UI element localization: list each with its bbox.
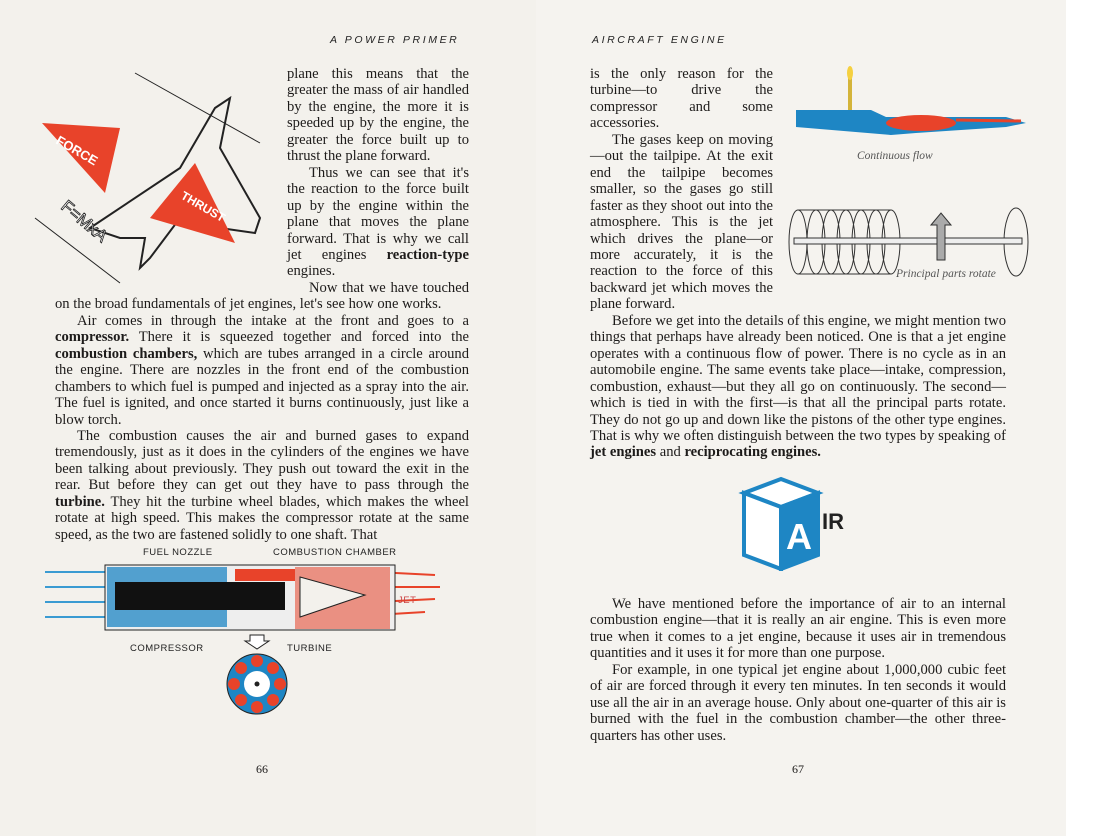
- principal-parts-caption: Principal parts rotate: [896, 268, 996, 280]
- fuel-nozzle-label: FUEL NOZZLE: [143, 547, 213, 559]
- bold-term: reciprocating engines.: [684, 444, 821, 461]
- combustion-chamber-label: COMBUSTION CHAMBER: [273, 547, 397, 559]
- paragraph: [590, 662, 1006, 744]
- text-run: We have mentioned before the importance of air to an internal combustion engine—that it is really an air engine. This is even more true when it comes to a jet engine, because it uses air in tremendous quantities and it uses it for more than one purpose.: [590, 595, 1006, 662]
- jet-engine-diagram-block: [55, 543, 469, 718]
- text-run: Thus we can see that it's the reaction to the force built up by the engine within the plane that moves the plane forward. That is why we call jet engines: [287, 164, 469, 263]
- text-run: Now that we have touched on the broad fundamentals of jet engines, let's see how one works.: [55, 279, 469, 313]
- text-run: which are tubes arranged in a circle around the engine. There are nozzles in the front end of the combustion chambers to which fuel is pumped and injected as a spray into the air. The fuel is ignited, and once started it burns continuously, just like a blow torch.: [55, 345, 470, 428]
- page-number: 67: [792, 762, 804, 776]
- paragraph: [55, 428, 469, 543]
- text-run: engines.: [287, 263, 336, 280]
- text-run: plane this means that the greater the mass of air handled by the engine, the more it is speeded up by the engine, the greater the force built up to thrust the plane forward.: [287, 66, 469, 165]
- jet-engine-diagram: [45, 557, 445, 717]
- turbine-label: TURBINE: [287, 643, 333, 655]
- text-run: They hit the turbine wheel blades, which makes the wheel rotate at high speed. This makes the compressor rotate at the same speed, as the two are fastened solidly to one shaft. That: [55, 493, 469, 543]
- bold-term: combustion chambers,: [55, 345, 198, 362]
- running-head: A POWER PRIMER: [330, 34, 460, 46]
- text-run: Air comes in through the intake at the front and goes to a: [77, 312, 469, 329]
- text-run: The combustion causes the air and burned gases to expand tremendously, just as it does in the cylinders of the engines we have been talking about previously. They push out toward the exit in the rear. But before they can get out they have to pass through the: [55, 427, 469, 494]
- formula-label: F=MxA: [57, 196, 112, 246]
- running-head: AIRCRAFT ENGINE: [592, 34, 727, 46]
- text-run: For example, in one typical jet engine about 1,000,000 cubic feet of air are forced through it every ten minutes. In ten seconds it would use all the air in an average house. Only about one-quarter of this air is burned with the fuel in the combustion chamber—the other three-quarters has other uses.: [590, 661, 1006, 744]
- force-label: FORCE: [53, 132, 101, 169]
- illustration-spacer: [55, 66, 287, 292]
- continuous-flow-caption: Continuous flow: [857, 150, 933, 162]
- page-number: 66: [256, 762, 268, 776]
- text-run: There it is squeezed together and forced into the: [129, 329, 469, 346]
- body-text: [55, 66, 469, 718]
- body-text: [590, 66, 1006, 744]
- text-run: and: [656, 444, 685, 461]
- paragraph: [55, 313, 469, 428]
- thrust-label: THRUST: [178, 188, 228, 225]
- air-logo-letter: A: [786, 515, 812, 557]
- jet-label: JET: [398, 595, 417, 607]
- bold-term: compressor.: [55, 329, 130, 346]
- text-run: The gases keep on moving—out the tailpipe. At the exit end the tailpipe becomes smaller, so the gases go still faster as they shoot out into the atmosphere. This is the jet which drives the plane—or more accurately, it is the reaction to the force of this backward jet which moves the plane forward.: [590, 131, 773, 313]
- air-logo-block: [590, 471, 1006, 596]
- air-logo-text: IR: [822, 508, 844, 534]
- bold-term: reaction-type: [386, 246, 469, 263]
- text-run: Before we get into the details of this engine, we might mention two things that perhaps have already been noticed. One is that a jet engine operates with a continuous flow of power. There is no cycle as in an automobile engine. The same events take place—intake, compression, combustion, exhaust—but they all go on continuously. The second—which is tied in with the first—is that all the principal parts rotate. They do not go up and down like the pistons of the other type engines. That is why we often distinguish between the two types by speaking of: [590, 312, 1006, 444]
- paragraph: [590, 313, 1006, 461]
- right-page: [536, 0, 1066, 836]
- bold-term: turbine.: [55, 493, 105, 510]
- compressor-label: COMPRESSOR: [130, 643, 204, 655]
- paragraph: [590, 596, 1006, 662]
- illustration-spacer: [773, 66, 1006, 288]
- air-cube-illustration: [736, 471, 866, 571]
- text-run: is the only reason for the turbine—to drive the compressor and some accessories.: [590, 66, 773, 132]
- bold-term: jet engines: [590, 444, 657, 461]
- left-page: [0, 0, 536, 836]
